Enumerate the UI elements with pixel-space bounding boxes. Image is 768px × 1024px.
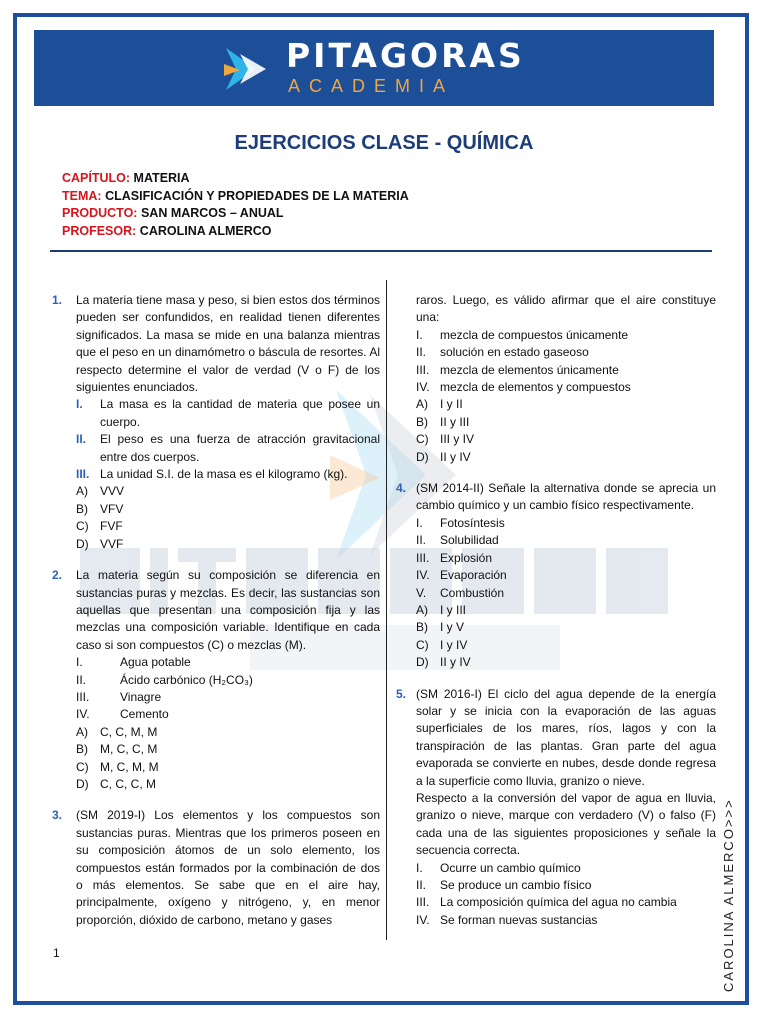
brand-subtitle: ACADEMIA	[288, 76, 455, 96]
list-item: III. Vinagre	[76, 689, 162, 704]
header-divider	[50, 250, 712, 252]
pitagoras-logo-icon	[222, 44, 272, 94]
list-item: I. Fotosíntesis	[416, 515, 505, 530]
document-title: EJERCICIOS CLASE - QUÍMICA	[234, 132, 534, 154]
list-item: III. La unidad S.I. de la masa es el kilogramo (kg).	[76, 467, 348, 482]
answer-option: D) VVF	[76, 536, 124, 551]
list-item: V. Combustión	[416, 585, 505, 600]
document-meta: CAPÍTULO: MATERIA TEMA: CLASIFICACIÓN Y PROPIEDADES DE LA MATERIA PRODUCTO: SAN MARCOS – ANUAL PROFESOR: CAROLINA ALMERCO	[62, 171, 409, 238]
list-item: II. Solubilidad	[416, 533, 499, 548]
answer-option: B) I y V	[416, 620, 465, 635]
list-item: I. Agua potable	[76, 655, 191, 670]
answer-option: D) II y IV	[416, 655, 471, 670]
question-number: 1.	[52, 293, 63, 307]
column-divider	[386, 280, 387, 940]
list-item: III. La composición química del agua no cambia	[416, 895, 677, 910]
brand-name: PITAGORAS	[286, 36, 525, 75]
question-4	[392, 480, 716, 671]
list-item: IV. Cemento	[76, 707, 169, 722]
list-item: IV. mezcla de elementos y compuestos	[416, 380, 631, 395]
list-item: III. Explosión	[416, 550, 493, 565]
header-banner	[34, 30, 714, 106]
question-text: La materia según su composición se diferencia en sustancias puras y mezclas. Es decir, las sustancias son aquellas que presentan una composición fija y las mezclas una composición variable. Identifique en cada caso si son compuestos (C) o mezclas (M).	[76, 568, 380, 652]
list-item: III. mezcla de elementos únicamente	[416, 362, 619, 377]
answer-option: B) II y III	[416, 414, 470, 429]
question-5	[392, 686, 716, 930]
question-text-2: Respecto a la conversión del vapor de agua en lluvia, granizo o nieve, marque con verdadero (V) o falso (F) cada una de las siguientes proposiciones y señale la secuencia correcta.	[416, 790, 716, 858]
answer-option: A) I y II	[416, 397, 463, 412]
question-3-continued	[392, 292, 716, 466]
list-item: I. La masa es la cantidad de materia que posee un cuerpo.	[76, 397, 380, 429]
answer-option: D) C, C, C, M	[76, 776, 156, 791]
question-text: (SM 2019-I) Los elementos y los compuestos son sustancias puras. Mientras que los primeros poseen en su composición átomos de un solo elemento, los compuestos están formados por la combinación de dos o más elementos. Se sabe que en el aire hay, principalmente, oxígeno y nitrógeno, y, en menor proporción, dióxido de carbono, metano y gases	[76, 808, 380, 927]
right-column	[392, 292, 716, 929]
list-item: I. mezcla de compuestos únicamente	[416, 327, 629, 342]
question-3	[48, 807, 380, 929]
answer-option: C) III y IV	[416, 432, 475, 447]
answer-option: A) C, C, M, M	[76, 724, 158, 739]
answer-option: A) I y III	[416, 602, 467, 617]
question-number: 3.	[52, 808, 63, 823]
question-text: (SM 2014-II) Señale la alternativa donde se aprecia un cambio químico y un cambio físico respectivamente.	[416, 481, 716, 513]
list-item: IV. Se forman nuevas sustancias	[416, 912, 598, 927]
list-item: II. Ácido carbónico (H₂CO₃)	[76, 672, 253, 687]
question-number: 2.	[52, 568, 63, 583]
question-text: raros. Luego, es válido afirmar que el aire constituye una:	[416, 293, 716, 325]
question-2	[48, 567, 380, 793]
question-number: 5.	[396, 686, 407, 701]
list-item: II. solución en estado gaseoso	[416, 345, 589, 360]
answer-option: C) M, C, M, M	[76, 759, 159, 774]
list-item: IV. Evaporación	[416, 568, 507, 583]
list-item: II. El peso es una fuerza de atracción gravitacional entre dos cuerpos.	[76, 432, 380, 464]
question-1	[48, 292, 380, 553]
question-text: La materia tiene masa y peso, si bien estos dos términos pueden ser confundidos, en realidad tienen diferentes significados. La masa se mide en una balanza mientras que el peso en un dinamómetro o báscula de resortes. Al respecto determine el valor de verdad (V o F) de los siguientes enunciados.	[76, 293, 380, 395]
list-item: I. Ocurre un cambio químico	[416, 860, 581, 875]
answer-option: B) M, C, C, M	[76, 742, 158, 757]
side-signature	[718, 740, 738, 995]
answer-option: C) FVF	[76, 519, 123, 534]
question-text: (SM 2016-I) El ciclo del agua depende de la energía solar y se inicia con la evaporación de las aguas superficiales de los mares, ríos, lagos y con la transpiración de las plantas. Gran parte del agua evaporada se convierte en nubes, desde donde regresa a la superficie como lluvia, granizo o nieve.	[416, 686, 716, 788]
left-column	[48, 292, 380, 929]
question-number: 4.	[396, 481, 407, 496]
answer-option: A) VVV	[76, 484, 125, 499]
svg-text:CAROLINA ALMERCO>>>: CAROLINA ALMERCO>>>	[721, 798, 736, 992]
page-number: 1	[53, 946, 60, 960]
answer-option: C) I y IV	[416, 637, 468, 652]
list-item: II. Se produce un cambio físico	[416, 878, 592, 892]
answer-option: D) II y IV	[416, 449, 471, 464]
answer-option: B) VFV	[76, 501, 124, 516]
